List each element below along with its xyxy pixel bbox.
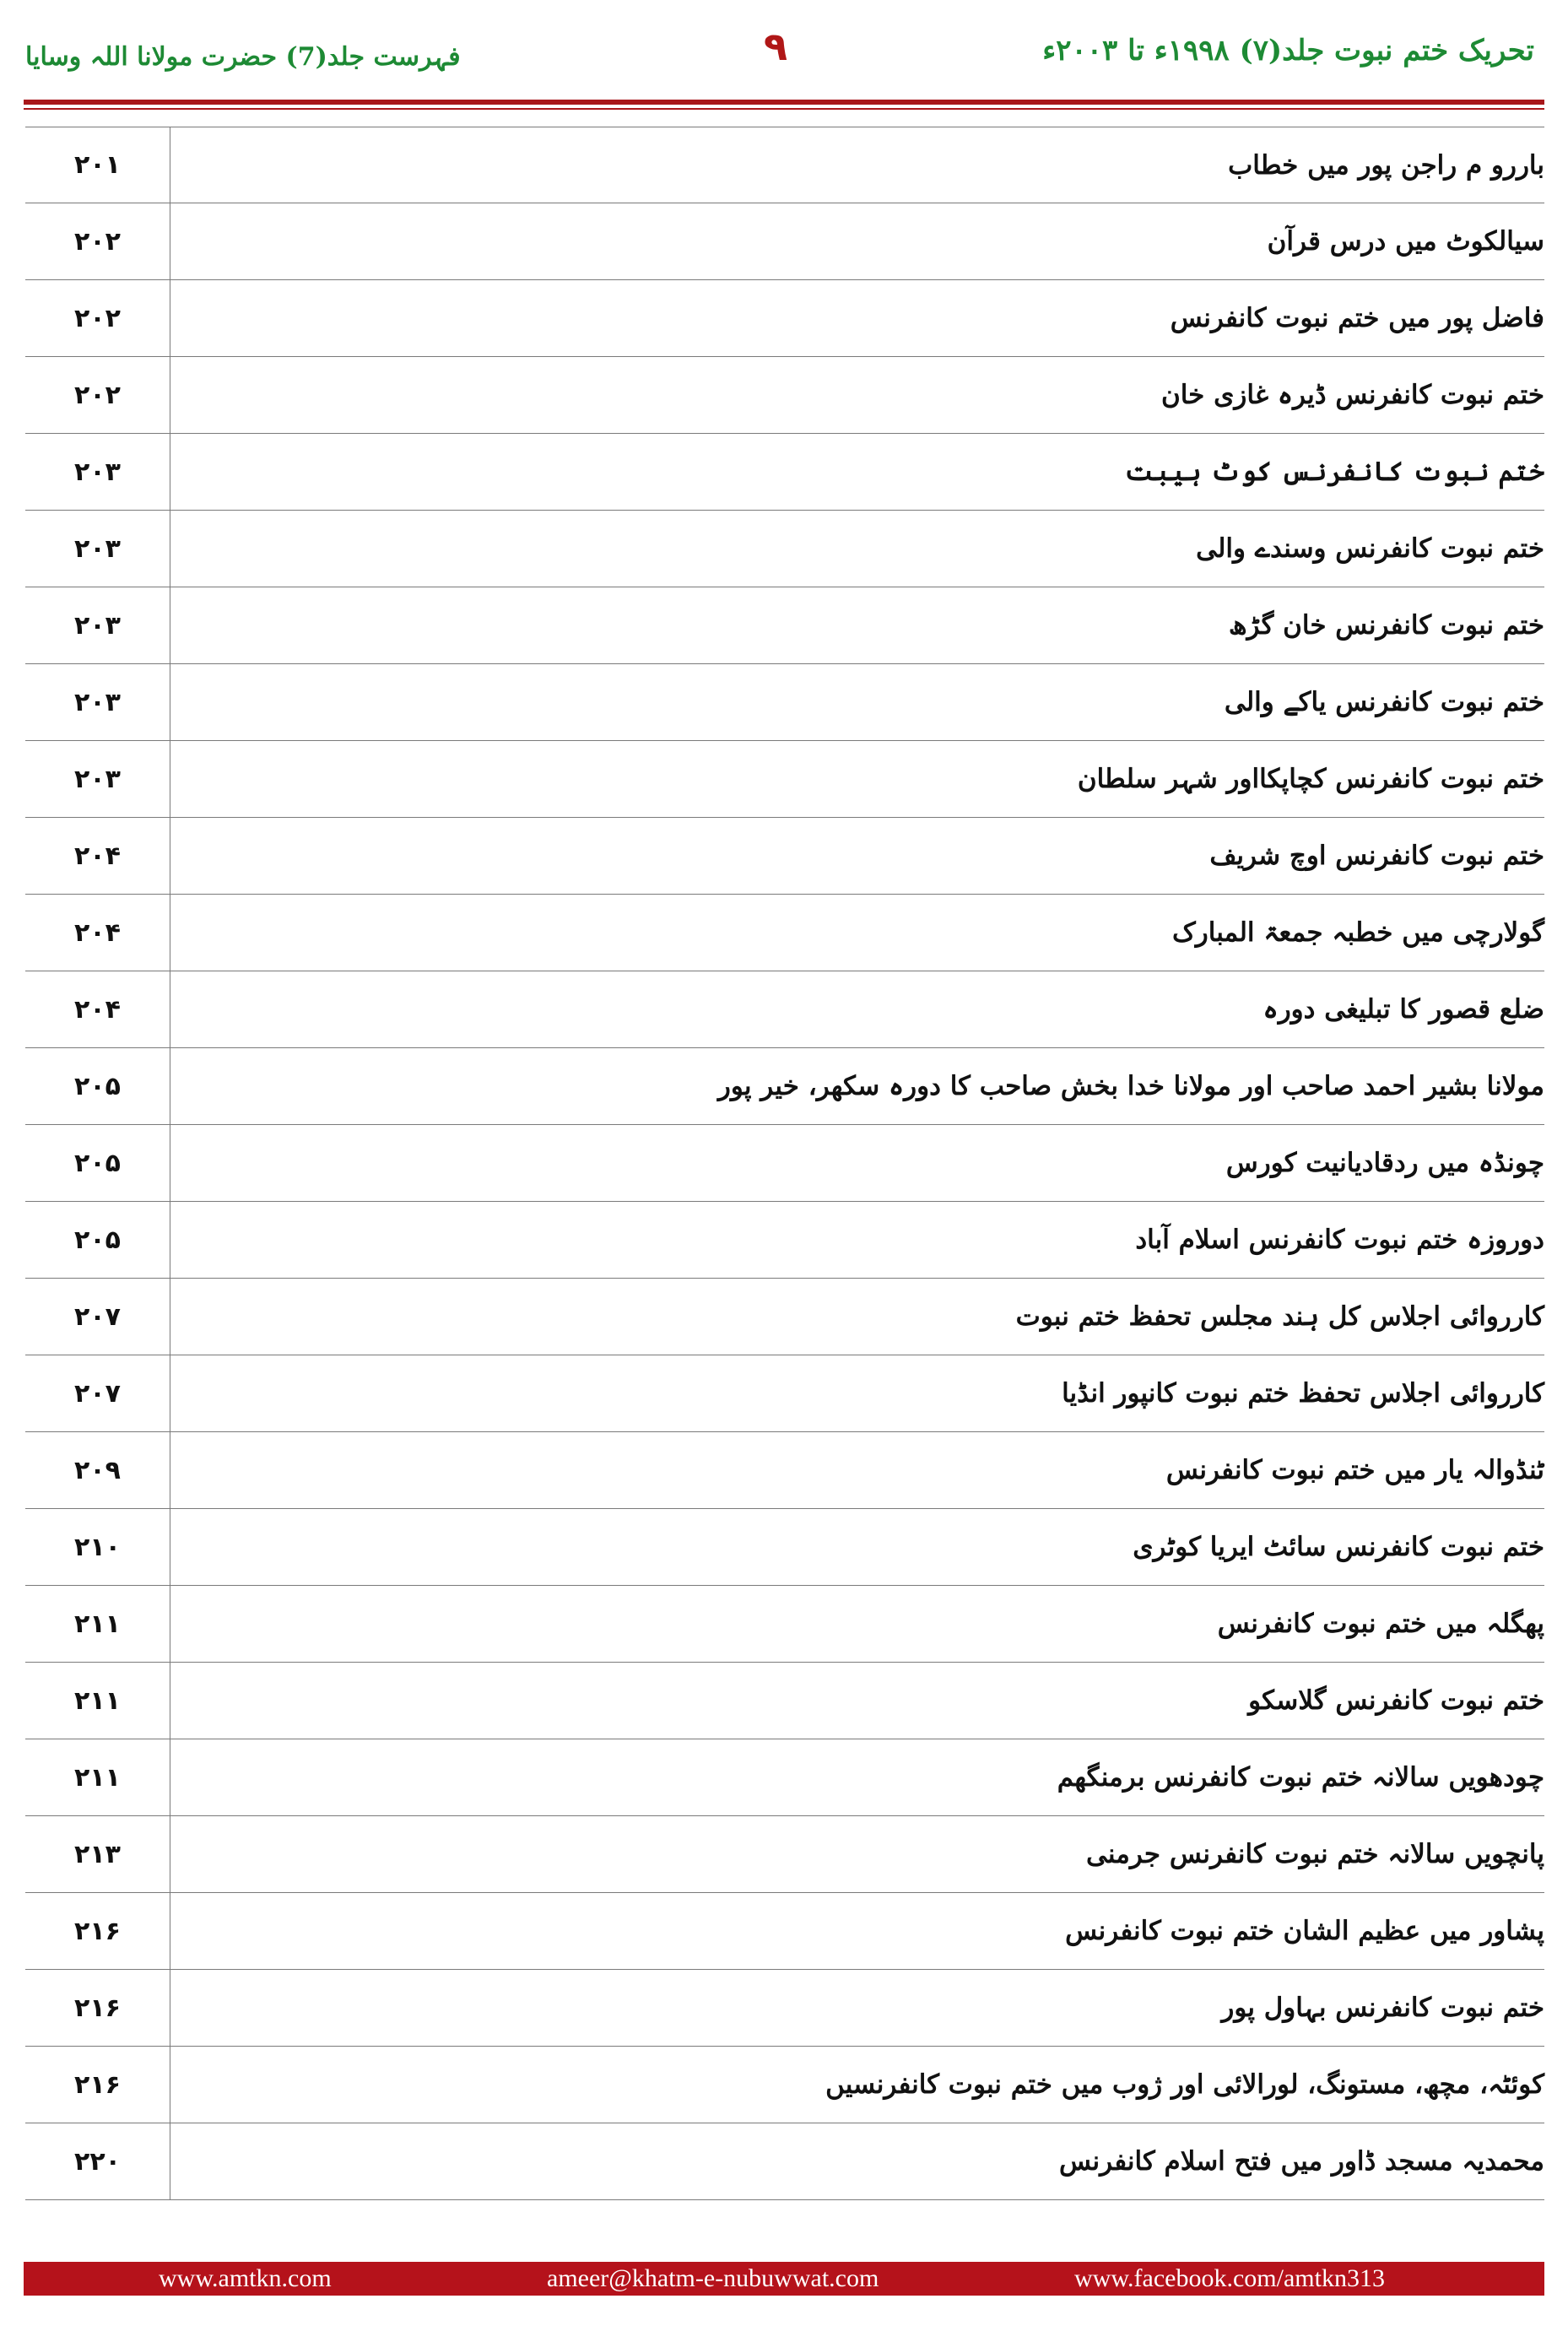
toc-page-number: ۲۰۳	[25, 664, 170, 740]
toc-page-number: ۲۰۳	[25, 434, 170, 510]
header-rule-thin	[24, 108, 1544, 110]
toc-row	[25, 1509, 1544, 1586]
toc-row	[25, 818, 1544, 895]
toc-entry-title: محمدیہ مسجد ڈاور میں فتح اسلام کانفرنس	[1058, 2146, 1544, 2177]
toc-entry-title: ختم نبوت کانفرنس خان گڑھ	[1228, 610, 1544, 641]
page-number: ۹	[764, 24, 788, 69]
toc-entry-title: ختم نبوت کانفرنس یاکے والی	[1224, 687, 1544, 717]
toc-page-number: ۲۰۷	[25, 1279, 170, 1355]
toc-page-number: ۲۰۳	[25, 511, 170, 587]
toc-row	[25, 895, 1544, 971]
toc-page-number: ۲۰۵	[25, 1202, 170, 1278]
toc-row	[25, 127, 1544, 203]
toc-page-number: ۲۱۶	[25, 2047, 170, 2123]
toc-entry-title: کوئٹہ، مچھ، مستونگ، لورالائی اور ژوب میں ختم نبوت کانفرنسیں	[825, 2069, 1544, 2100]
toc-entry-title: ختم نبوت کانفرنس کوٹ ہیبت	[1124, 457, 1544, 487]
toc-page-number: ۲۱۱	[25, 1739, 170, 1815]
toc-table	[25, 127, 1544, 2200]
toc-entry-title: ختم نبوت کانفرنس سائٹ ایریا کوٹری	[1133, 1532, 1544, 1562]
toc-row	[25, 741, 1544, 818]
toc-row	[25, 1432, 1544, 1509]
toc-row	[25, 1893, 1544, 1970]
toc-row	[25, 357, 1544, 434]
toc-entry-title: ختم نبوت کانفرنس کچاپکااور شہر سلطان	[1077, 764, 1544, 794]
toc-page-number: ۲۰۴	[25, 895, 170, 971]
toc-row	[25, 1125, 1544, 1202]
toc-row	[25, 1663, 1544, 1739]
toc-entry-title: ختم نبوت کانفرنس ڈیرہ غازی خان	[1160, 380, 1544, 410]
toc-entry-title: فاضل پور میں ختم نبوت کانفرنس	[1170, 303, 1544, 333]
header-rule-thick	[24, 100, 1544, 105]
toc-page-number: ۲۰۷	[25, 1355, 170, 1431]
toc-page-number: ۲۲۰	[25, 2123, 170, 2199]
toc-entry-title: پھگلہ میں ختم نبوت کانفرنس	[1217, 1609, 1544, 1639]
page-footer	[24, 2262, 1544, 2296]
toc-page-number: ۲۱۰	[25, 1509, 170, 1585]
toc-page-number: ۲۰۳	[25, 741, 170, 817]
toc-entry-title: گولارچی میں خطبہ جمعۃ المبارک	[1172, 917, 1544, 948]
toc-row	[25, 280, 1544, 357]
toc-page-number: ۲۰۵	[25, 1048, 170, 1124]
toc-entry-title: باررو م راجن پور میں خطاب	[1228, 149, 1544, 181]
toc-entry-title: چودھویں سالانہ ختم نبوت کانفرنس برمنگھم	[1057, 1762, 1544, 1793]
toc-entry-title: سیالکوٹ میں درس قرآن	[1267, 226, 1544, 257]
toc-entry-title: پشاور میں عظیم الشان ختم نبوت کانفرنس	[1065, 1916, 1544, 1946]
toc-row	[25, 1739, 1544, 1816]
toc-entry-title: ٹنڈوالہ یار میں ختم نبوت کانفرنس	[1165, 1455, 1544, 1485]
toc-page-number: ۲۰۲	[25, 203, 170, 279]
toc-entry-title: مولانا بشیر احمد صاحب اور مولانا خدا بخش صاحب کا دورہ سکھر، خیر پور	[717, 1071, 1544, 1101]
toc-page-number: ۲۰۹	[25, 1432, 170, 1508]
toc-page-number: ۲۰۲	[25, 280, 170, 356]
footer-email-link[interactable]: ameer@khatm-e-nubuwwat.com	[547, 2264, 879, 2292]
toc-row	[25, 511, 1544, 587]
toc-entry-title: ختم نبوت کانفرنس وسندے والی	[1196, 533, 1544, 564]
book-title: تحریک ختم نبوت جلد(۷) ۱۹۹۸ء تا ۲۰۰۳ء	[1042, 34, 1534, 68]
footer-facebook-link[interactable]: www.facebook.com/amtkn313	[1074, 2264, 1385, 2292]
toc-page-number: ۲۰۳	[25, 587, 170, 663]
toc-page-number: ۲۱۱	[25, 1663, 170, 1739]
toc-row	[25, 1586, 1544, 1663]
toc-row	[25, 1279, 1544, 1355]
toc-entry-title: چونڈہ میں ردقادیانیت کورس	[1225, 1148, 1544, 1178]
toc-row	[25, 664, 1544, 741]
footer-website-link[interactable]: www.amtkn.com	[159, 2264, 332, 2292]
toc-entry-title: کارروائی اجلاس تحفظ ختم نبوت کانپور انڈیا	[1062, 1378, 1544, 1409]
toc-entry-title: ختم نبوت کانفرنس گلاسکو	[1248, 1685, 1544, 1716]
toc-row	[25, 1816, 1544, 1893]
section-title: فہرست جلد(7) حضرت مولانا اللہ وسایا	[25, 42, 461, 72]
toc-row	[25, 434, 1544, 511]
toc-entry-title: ختم نبوت کانفرنس اوچ شریف	[1209, 841, 1544, 871]
toc-page-number: ۲۱۳	[25, 1816, 170, 1892]
toc-page-number: ۲۰۱	[25, 127, 170, 203]
page-header	[0, 0, 1568, 114]
toc-entry-title: پانچویں سالانہ ختم نبوت کانفرنس جرمنی	[1086, 1839, 1544, 1869]
toc-row	[25, 1970, 1544, 2047]
toc-page-number: ۲۰۴	[25, 818, 170, 894]
toc-row	[25, 2123, 1544, 2200]
toc-row	[25, 2047, 1544, 2123]
toc-row	[25, 587, 1544, 664]
toc-page-number: ۲۱۶	[25, 1893, 170, 1969]
toc-row	[25, 1355, 1544, 1432]
toc-page-number: ۲۰۴	[25, 971, 170, 1047]
toc-row	[25, 1048, 1544, 1125]
toc-page-number: ۲۰۲	[25, 357, 170, 433]
toc-row	[25, 971, 1544, 1048]
toc-page-number: ۲۱۱	[25, 1586, 170, 1662]
toc-row	[25, 203, 1544, 280]
toc-entry-title: کارروائی اجلاس کل ہند مجلس تحفظ ختم نبوت	[1015, 1301, 1544, 1332]
toc-row	[25, 1202, 1544, 1279]
toc-page-number: ۲۱۶	[25, 1970, 170, 2046]
toc-page-number: ۲۰۵	[25, 1125, 170, 1201]
toc-entry-title: دوروزہ ختم نبوت کانفرنس اسلام آباد	[1135, 1225, 1544, 1255]
toc-entry-title: ختم نبوت کانفرنس بہاول پور	[1221, 1993, 1544, 2023]
toc-entry-title: ضلع قصور کا تبلیغی دورہ	[1263, 994, 1544, 1025]
